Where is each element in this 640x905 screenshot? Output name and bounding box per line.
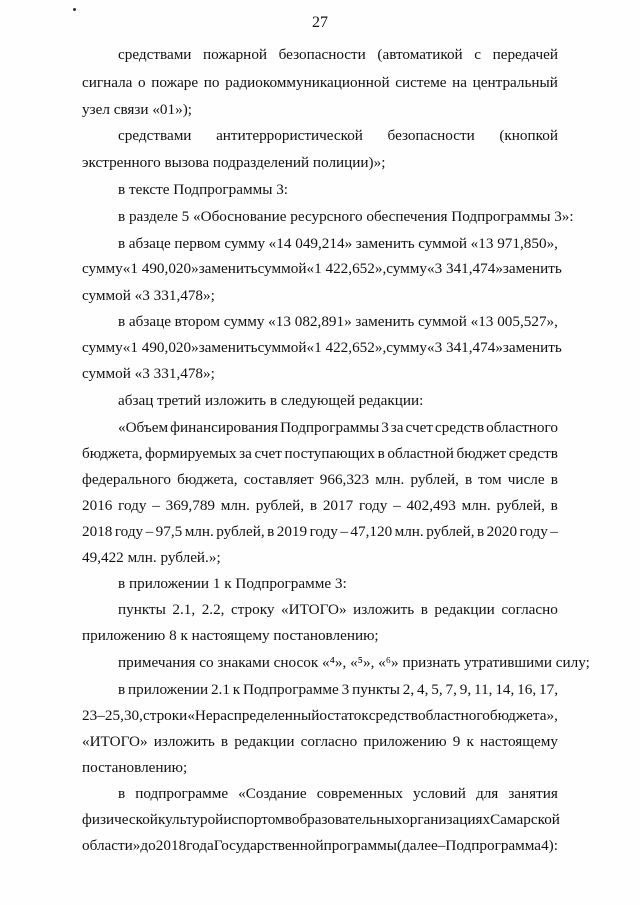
text-word: 5, [431, 681, 443, 698]
text-word: млн. [394, 523, 424, 540]
text-word: Подпрограмме [243, 681, 339, 698]
text-line [118, 126, 558, 146]
text-word: 2016 [82, 497, 113, 514]
text-word: пожаре [151, 74, 199, 91]
text-word: – [145, 523, 154, 540]
text-line: в тексте Подпрограммы 3: [118, 181, 289, 198]
text-word: – [97, 707, 105, 724]
text-line: узел связи «01»); [82, 101, 192, 118]
text-line: примечания со знаками сносок «⁴», «⁵», «⁶» признать утратившими силу; [118, 654, 590, 671]
text-line: постановлению; [82, 759, 188, 776]
text-word: абзаце [128, 235, 171, 252]
text-word: с [474, 46, 481, 63]
text-word: настоящему [479, 733, 558, 750]
text-line: 49,422 млн. рублей.»; [82, 549, 221, 566]
text-word: приложении [128, 681, 209, 698]
text-word: Подпрограмма [445, 837, 542, 854]
text-word: «Создание [238, 785, 307, 802]
text-word: поступающих [284, 445, 376, 462]
text-word: 4): [541, 837, 558, 854]
text-word: в [477, 523, 485, 540]
text-word: культурой [157, 811, 224, 828]
text-word: 2017 [322, 497, 354, 514]
text-word: в [220, 733, 229, 750]
text-line [82, 836, 558, 856]
text-word: сумму [224, 235, 266, 252]
text-line [82, 259, 562, 279]
text-word: – [393, 497, 401, 514]
text-word: «1 422,652», [306, 260, 387, 277]
text-line: экстренного вызова подразделений полиции)»; [82, 154, 386, 171]
text-word: подпрограмме [135, 785, 229, 802]
text-word: 9 [452, 733, 461, 750]
text-line: в приложении 1 к Подпрограмме 3: [118, 575, 347, 592]
text-word: согласно [300, 733, 358, 750]
text-word: первом [174, 235, 221, 252]
text-word: числе [507, 471, 545, 488]
text-line [118, 600, 558, 620]
text-line [82, 522, 558, 542]
text-word: «1 422,652», [306, 339, 387, 356]
text-word: рублей, [255, 497, 305, 514]
text-word: сумму [82, 260, 123, 277]
text-word: заменить [502, 339, 562, 356]
text-word: «1 490,020» [122, 339, 199, 356]
text-word: областного [417, 707, 490, 724]
text-line: суммой «3 331,478»; [82, 365, 215, 382]
text-word: втором [174, 313, 220, 330]
text-word: млн. [184, 523, 214, 540]
text-word: году [519, 523, 548, 540]
text-word: спортом [231, 811, 285, 828]
text-word: в [550, 497, 558, 514]
text-word: «ИТОГО» [281, 601, 347, 618]
text-line [82, 810, 558, 830]
text-word: рублей, [496, 497, 545, 514]
text-word: 966,323 [319, 471, 370, 488]
text-word: федерального [82, 471, 171, 488]
text-word: средств [434, 419, 485, 436]
text-word: занятия [508, 785, 558, 802]
text-word: по [203, 74, 220, 91]
text-word: 25, [104, 707, 124, 724]
text-word: заменить [355, 235, 415, 252]
text-word: остаток [319, 707, 369, 724]
text-word: – [152, 497, 160, 514]
text-word: редакции [234, 733, 295, 750]
text-line [118, 418, 558, 438]
text-word: изложить [153, 733, 215, 750]
text-word: 17, [539, 681, 558, 698]
text-word: безопасности [278, 46, 366, 63]
text-line [82, 444, 558, 464]
text-line: суммой «3 331,478»; [82, 287, 215, 304]
text-line: в разделе 5 «Обоснование ресурсного обеспечения Подпрограммы 3»: [118, 208, 574, 225]
text-word: безопасности [387, 127, 475, 144]
text-word: строку [230, 601, 275, 618]
text-word: в [118, 681, 126, 698]
text-word: условий [412, 785, 466, 802]
text-word: области» [82, 837, 141, 854]
text-word: радиокоммуникационной [225, 74, 390, 91]
text-line [82, 73, 558, 93]
text-word: «ИТОГО» [82, 733, 148, 750]
text-word: «13 082,891» [268, 313, 352, 330]
text-word: рублей, [426, 523, 475, 540]
text-word: заменить [502, 260, 562, 277]
text-word: средствами [118, 46, 192, 63]
text-word: для [475, 785, 499, 802]
text-word: к [232, 681, 241, 698]
text-word: заменить [198, 260, 258, 277]
text-word: финансирования [170, 419, 279, 436]
text-word: редакции [434, 601, 495, 618]
text-word: средств [508, 445, 558, 462]
text-word: 2020 [486, 523, 518, 540]
text-word: Самарской [490, 811, 560, 828]
text-word: 9, [459, 681, 472, 698]
text-word: в [118, 785, 126, 802]
text-word: «13 005,527», [470, 313, 558, 330]
text-word: 4, [417, 681, 429, 698]
text-line [82, 732, 558, 752]
text-line [118, 784, 558, 804]
text-word: бюджета», [489, 707, 558, 724]
text-word: (автоматикой [377, 46, 463, 63]
page-number: 27 [312, 14, 328, 31]
text-word: в [377, 445, 385, 462]
text-word: «Нераспределенный [187, 707, 320, 724]
text-word: 2019 [276, 523, 308, 540]
text-word: суммой [257, 260, 307, 277]
text-word: млн. [220, 497, 250, 514]
text-word: году [114, 523, 144, 540]
text-word: сигнала [82, 74, 133, 91]
text-word: формируемых [145, 445, 237, 462]
text-word: за [390, 419, 404, 436]
text-word: системе [395, 74, 447, 91]
text-line [118, 234, 558, 254]
text-word: Государственной [213, 837, 324, 854]
text-word: 3 [341, 681, 350, 698]
text-word: строки [143, 707, 188, 724]
text-word: в [465, 471, 473, 488]
text-word: пожарной [203, 46, 268, 63]
text-word: областной [387, 445, 454, 462]
text-word: суммой [257, 339, 307, 356]
text-word: в [284, 811, 292, 828]
text-word: центральный [472, 74, 558, 91]
text-word: (далее [397, 837, 438, 854]
text-word: 2018 [155, 837, 187, 854]
text-word: бюджета, [82, 445, 143, 462]
text-line: абзац третий изложить в следующей редакции: [118, 392, 424, 409]
text-word: «Объем [118, 419, 169, 436]
text-word: бюджет [456, 445, 507, 462]
text-word: за [239, 445, 252, 462]
text-word: 3 [381, 419, 389, 436]
text-word: к [466, 733, 474, 750]
text-word: заменить [355, 313, 415, 330]
text-word: в [309, 497, 318, 514]
text-word: сумму [386, 339, 427, 356]
text-word: счет [405, 419, 433, 436]
text-line: приложению 8 к настоящему постановлению; [82, 627, 379, 644]
text-word: образовательных [291, 811, 403, 828]
text-word: организациях [402, 811, 491, 828]
text-word: и [223, 811, 232, 828]
text-word: года [186, 837, 214, 854]
text-word: в [267, 523, 275, 540]
text-word: составляет [243, 471, 314, 488]
text-word: заменить [198, 339, 258, 356]
text-word: в [118, 235, 126, 252]
text-word: 14, [495, 681, 515, 698]
text-word: физической [82, 811, 158, 828]
text-word: 2.2, [201, 601, 225, 618]
text-word: областного [486, 419, 558, 436]
text-line [82, 470, 558, 490]
text-word: 2.1, [172, 601, 196, 618]
text-word: – [550, 523, 558, 540]
text-word: 369,789 [165, 497, 215, 514]
text-word: году [118, 497, 147, 514]
text-word: программы [323, 837, 397, 854]
text-word: 23 [82, 707, 98, 724]
text-line [82, 706, 558, 726]
text-word: году [358, 497, 388, 514]
text-word: 7, [445, 681, 457, 698]
text-word: современных [316, 785, 403, 802]
text-word: в [118, 313, 126, 330]
text-word: бюджета, [177, 471, 238, 488]
text-line [82, 338, 562, 358]
text-word: – [437, 837, 446, 854]
text-line [82, 496, 558, 516]
text-word: «3 341,474» [426, 339, 503, 356]
text-word: Подпрограммы [280, 419, 380, 436]
text-line [118, 45, 558, 65]
text-word: году [309, 523, 338, 540]
text-word: передачей [492, 46, 558, 63]
text-word: 11, [474, 681, 493, 698]
text-word: в [550, 471, 558, 488]
text-word: в [420, 601, 428, 618]
text-word: средств [368, 707, 418, 724]
text-word: (кнопкой [499, 127, 558, 144]
text-word: до [140, 837, 156, 854]
text-word: млн. [461, 497, 491, 514]
text-line [118, 680, 558, 700]
text-word: 30, [123, 707, 143, 724]
text-word: рублей, [410, 471, 459, 488]
text-word: «14 049,214» [268, 235, 353, 252]
text-word: антитеррористической [216, 127, 363, 144]
text-word: 402,493 [406, 497, 456, 514]
text-word: том [478, 471, 502, 488]
text-word: «3 341,474» [426, 260, 503, 277]
text-word: рублей, [216, 523, 265, 540]
text-word: абзаце [128, 313, 171, 330]
text-word: пункты [118, 601, 166, 618]
text-word: суммой [418, 313, 467, 330]
text-word: о [138, 74, 146, 91]
text-word: 97,5 [155, 523, 183, 540]
text-word: 2, [402, 681, 415, 698]
text-word: приложению [363, 733, 447, 750]
text-word: «13 971,850», [470, 235, 558, 252]
text-word: средствами [118, 127, 192, 144]
text-word: 16, [517, 681, 537, 698]
text-word: изложить [353, 601, 415, 618]
text-word: 47,120 [350, 523, 393, 540]
text-word: «1 490,020» [122, 260, 199, 277]
text-word: на [452, 74, 468, 91]
text-line [118, 312, 558, 332]
text-word: согласно [501, 601, 558, 618]
text-word: счет [254, 445, 282, 462]
text-word: 2018 [82, 523, 113, 540]
text-word: суммой [418, 235, 468, 252]
text-word: млн. [375, 471, 405, 488]
text-word: сумму [82, 339, 123, 356]
text-word: сумму [386, 260, 427, 277]
text-word: 2.1 [210, 681, 230, 698]
text-word: – [340, 523, 348, 540]
text-word: пункты [352, 681, 400, 698]
text-word: сумму [223, 313, 265, 330]
scan-speck [73, 8, 76, 11]
